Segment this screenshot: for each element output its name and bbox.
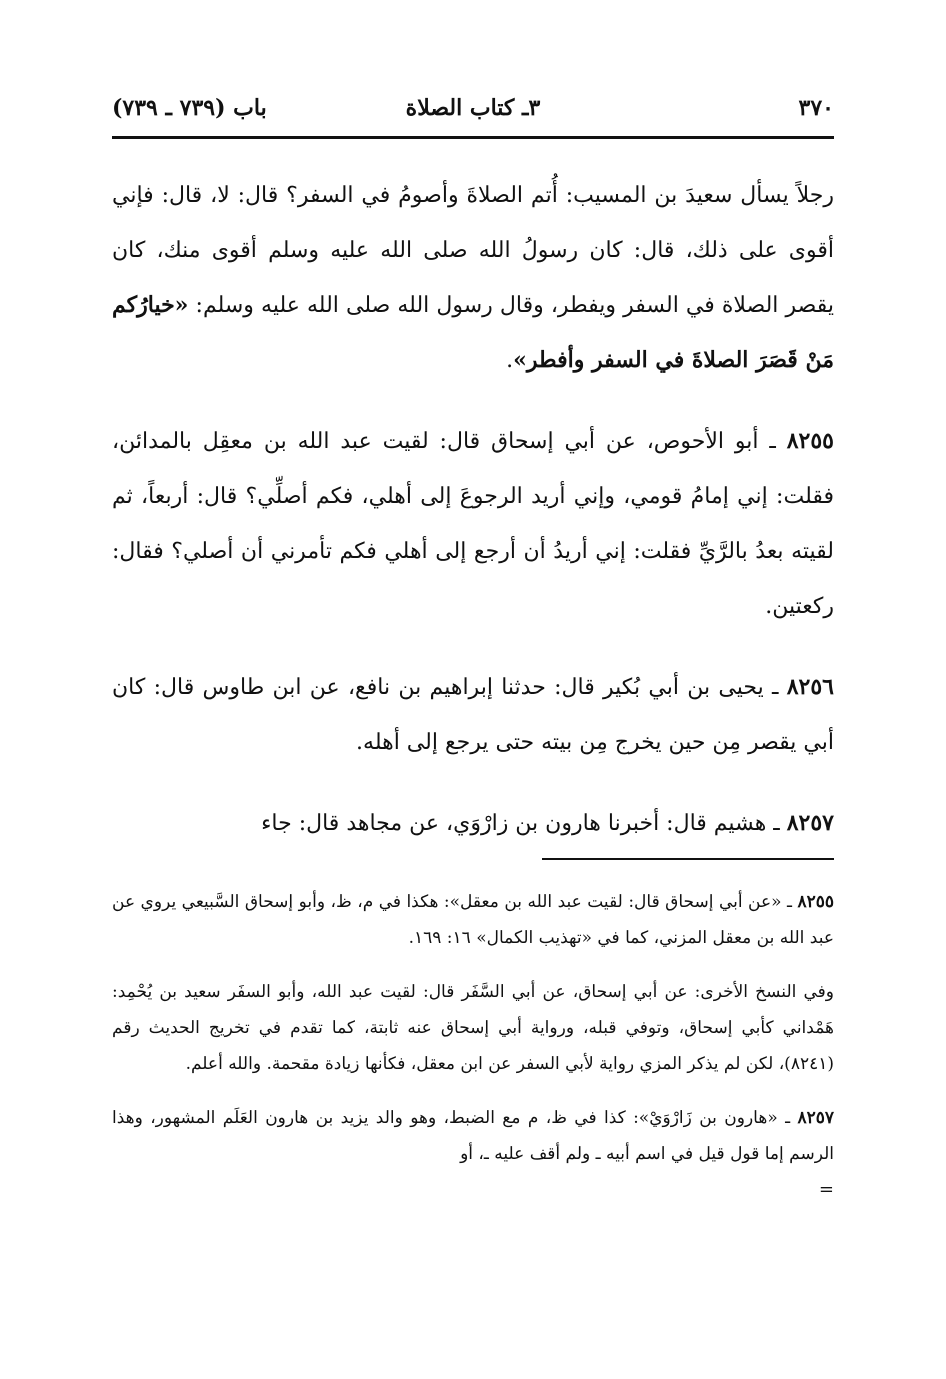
footnote-text: وفي النسخ الأخرى: عن أبي إسحاق، عن أبي السَّفَر قال: لقيت عبد الله، وأبو السفَر سعيد بن يُحْمِد: هَمْداني كأبي إسحاق، وتوفي قبله، ورواية أبي إسحاق عنه ثابتة، كما تقدم في تخريج الحديث رقم (٨٢٤١)، لكن لم يذكر المزي رواية لأبي السفر عن ابن معقل، فكأنها زيادة مقحمة. والله أعلم. <box>112 982 834 1074</box>
hadith-8257 <box>112 796 834 851</box>
paragraph-continuation <box>112 168 834 388</box>
page-number: ٣٧٠ <box>798 95 834 121</box>
hadith-text: ـ أبو الأحوص، عن أبي إسحاق قال: لقيت عبد الله بن معقِل بالمدائن، فقلت: إني إمامُ قومي، وإني أريد الرجوعَ إلى أهلي، فكم أصلِّي؟ قال: أربعاً، ثم لقيته بعدُ بالرَّيِّ فقلت: إني أريدُ أن أرجع إلى أهلي فكم تأمرني أن أصلي؟ فقال: ركعتين. <box>112 429 834 619</box>
chapter-range: باب (٧٣٩ ـ ٧٣٩) <box>112 95 267 121</box>
hadith-8255 <box>112 414 834 634</box>
paragraph-end: . <box>506 348 514 373</box>
hadith-number: ٨٢٥٧ <box>786 810 834 836</box>
page-header <box>112 86 834 134</box>
header-rule <box>112 136 834 139</box>
continuation-mark: = <box>818 1179 834 1200</box>
hadith-text: ـ هشيم قال: أخبرنا هارون بن زارْوَي، عن مجاهد قال: جاء <box>261 811 787 836</box>
hadith-quote: «خيارُكم مَنْ قَصَرَ الصلاةَ في السفر وأفطر» <box>112 292 834 373</box>
footnote-number: ٨٢٥٧ <box>797 1108 834 1128</box>
hadith-number: ٨٢٥٥ <box>786 428 834 454</box>
paragraph-text: رجلاً يسأل سعيدَ بن المسيب: أُتم الصلاةَ وأصومُ في السفر؟ قال: لا، قال: فإني أقوى على ذلك، قال: كان رسولُ الله صلى الله عليه وسلم أقوى منك، كان يقصر الصلاة في السفر ويفطر، وقال رسول الله صلى الله عليه وسلم: <box>112 183 834 318</box>
hadith-8256 <box>112 660 834 770</box>
footnote-number: ٨٢٥٥ <box>797 892 834 912</box>
footnote-text: ـ «هارون بن زَارْوَيْ»: كذا في ظ، م مع الضبط، وهو والد يزيد بن هارون العَلَم المشهور، وهذا الرسم إما قول قيل في اسم أبيه ـ ولم أقف عليه ـ، أو <box>112 1108 834 1164</box>
hadith-text: ـ يحيى بن أبي بُكير قال: حدثنا إبراهيم بن نافع، عن ابن طاوس قال: كان أبي يقصر مِن حين يخرج مِن بيته حتى يرجع إلى أهله. <box>112 675 834 755</box>
footnote-8257 <box>112 1100 834 1172</box>
footnote-other-copies <box>112 974 834 1082</box>
footnote-8255 <box>112 884 834 956</box>
book-page <box>112 86 834 1336</box>
footnotes <box>112 884 834 1202</box>
hadith-number: ٨٢٥٦ <box>786 674 834 700</box>
footnote-rule <box>542 858 834 860</box>
book-title: ٣ـ كتاب الصلاة <box>405 95 541 121</box>
footnote-text: ـ «عن أبي إسحاق قال: لقيت عبد الله بن معقل»: هكذا في م، ظ، وأبو إسحاق السَّبيعي يروي عن عبد الله بن معقل المزني، كما في «تهذيب الكمال» ١٦: ١٦٩. <box>112 892 834 948</box>
main-text <box>112 168 834 877</box>
